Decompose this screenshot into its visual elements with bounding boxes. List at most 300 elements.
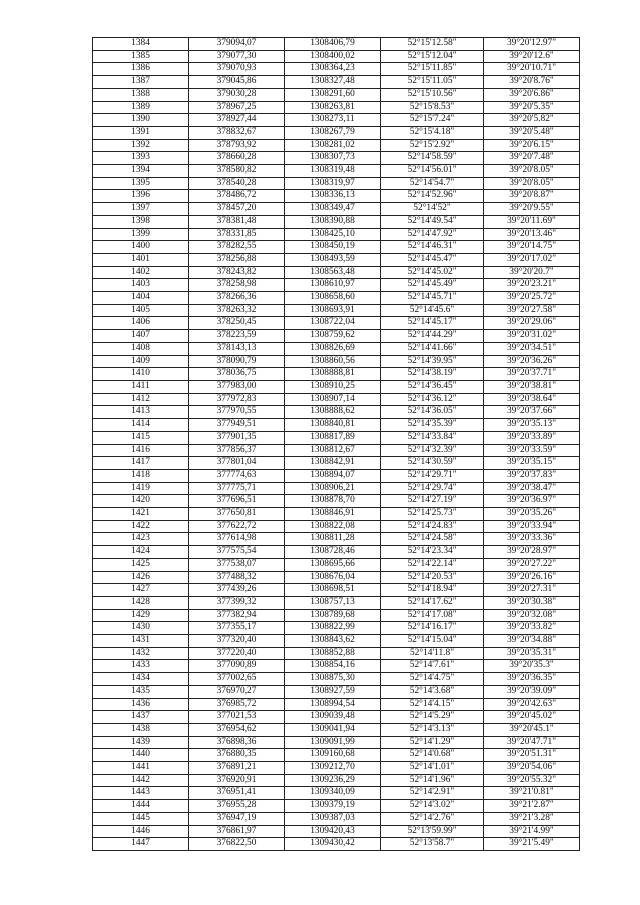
longitude-cell: 39°21'3.28" [484,812,580,825]
longitude-cell: 39°21'5.49" [484,838,580,851]
latitude-cell: 52°15'12.58" [381,38,484,51]
latitude-cell: 52°14'2.91" [381,787,484,800]
point-number-cell: 1421 [93,508,189,521]
table-row [93,317,580,330]
longitude-cell: 39°20'6.15" [484,139,580,152]
longitude-cell: 39°20'55.32" [484,774,580,787]
longitude-cell: 39°20'9.55" [484,203,580,216]
y-coordinate-cell: 1308906,21 [285,482,381,495]
y-coordinate-cell: 1308493,59 [285,253,381,266]
table-row [93,812,580,825]
x-coordinate-cell: 378967,25 [189,101,285,114]
x-coordinate-cell: 378036,75 [189,368,285,381]
x-coordinate-cell: 379045,86 [189,76,285,89]
y-coordinate-cell: 1308757,13 [285,596,381,609]
y-coordinate-cell: 1309041,94 [285,723,381,736]
latitude-cell: 52°14'56.01" [381,165,484,178]
table-row [93,698,580,711]
table-row [93,635,580,648]
x-coordinate-cell: 378090,79 [189,355,285,368]
longitude-cell: 39°20'35.3" [484,660,580,673]
point-number-cell: 1441 [93,762,189,775]
latitude-cell: 52°14'5.29" [381,711,484,724]
longitude-cell: 39°20'38.81" [484,380,580,393]
latitude-cell: 52°14'24.83" [381,520,484,533]
table-row [93,800,580,813]
point-number-cell: 1386 [93,63,189,76]
y-coordinate-cell: 1308759,62 [285,330,381,343]
x-coordinate-cell: 378540,28 [189,177,285,190]
table-row [93,101,580,114]
longitude-cell: 39°20'5.48" [484,126,580,139]
coordinates-table [92,37,580,851]
x-coordinate-cell: 377538,07 [189,558,285,571]
point-number-cell: 1405 [93,304,189,317]
latitude-cell: 52°15'12.04" [381,50,484,63]
table-row [93,825,580,838]
point-number-cell: 1401 [93,253,189,266]
latitude-cell: 52°14'39.95" [381,355,484,368]
y-coordinate-cell: 1309039,48 [285,711,381,724]
point-number-cell: 1415 [93,431,189,444]
x-coordinate-cell: 378263,32 [189,304,285,317]
x-coordinate-cell: 378486,72 [189,190,285,203]
table-row [93,711,580,724]
longitude-cell: 39°21'4.99" [484,825,580,838]
table-row [93,139,580,152]
y-coordinate-cell: 1308390,88 [285,215,381,228]
latitude-cell: 52°14'36.12" [381,393,484,406]
point-number-cell: 1413 [93,406,189,419]
x-coordinate-cell: 378250,45 [189,317,285,330]
x-coordinate-cell: 379094,07 [189,38,285,51]
latitude-cell: 52°14'58.59" [381,152,484,165]
x-coordinate-cell: 377382,94 [189,609,285,622]
x-coordinate-cell: 376954,62 [189,723,285,736]
y-coordinate-cell: 1308878,70 [285,495,381,508]
table-row [93,584,580,597]
x-coordinate-cell: 378223,59 [189,330,285,343]
latitude-cell: 52°14'16.17" [381,622,484,635]
point-number-cell: 1416 [93,444,189,457]
latitude-cell: 52°14'22.14" [381,558,484,571]
table-row [93,762,580,775]
point-number-cell: 1397 [93,203,189,216]
longitude-cell: 39°20'39.09" [484,685,580,698]
table-row [93,571,580,584]
latitude-cell: 52°14'52.96" [381,190,484,203]
x-coordinate-cell: 377983,00 [189,380,285,393]
table-row [93,838,580,851]
longitude-cell: 39°20'5.82" [484,114,580,127]
point-number-cell: 1412 [93,393,189,406]
latitude-cell: 52°14'3.13" [381,723,484,736]
point-number-cell: 1425 [93,558,189,571]
latitude-cell: 52°14'4.75" [381,673,484,686]
point-number-cell: 1403 [93,279,189,292]
table-row [93,63,580,76]
latitude-cell: 52°14'1.29" [381,736,484,749]
y-coordinate-cell: 1308843,62 [285,635,381,648]
longitude-cell: 39°20'8.05" [484,177,580,190]
table-row [93,330,580,343]
point-number-cell: 1387 [93,76,189,89]
table-row [93,241,580,254]
latitude-cell: 52°14'46.31" [381,241,484,254]
latitude-cell: 52°14'30.59" [381,457,484,470]
table-row [93,165,580,178]
point-number-cell: 1439 [93,736,189,749]
table-row [93,457,580,470]
table-row [93,495,580,508]
x-coordinate-cell: 378243,82 [189,266,285,279]
latitude-cell: 52°14'45.17" [381,317,484,330]
y-coordinate-cell: 1308658,60 [285,292,381,305]
x-coordinate-cell: 377774,63 [189,469,285,482]
latitude-cell: 52°14'36.05" [381,406,484,419]
point-number-cell: 1447 [93,838,189,851]
x-coordinate-cell: 376951,41 [189,787,285,800]
table-row [93,685,580,698]
point-number-cell: 1394 [93,165,189,178]
y-coordinate-cell: 1308854,16 [285,660,381,673]
latitude-cell: 52°14'4.15" [381,698,484,711]
y-coordinate-cell: 1308894,07 [285,469,381,482]
x-coordinate-cell: 378457,20 [189,203,285,216]
x-coordinate-cell: 376891,21 [189,762,285,775]
y-coordinate-cell: 1309387,03 [285,812,381,825]
x-coordinate-cell: 377972,83 [189,393,285,406]
x-coordinate-cell: 377650,81 [189,508,285,521]
point-number-cell: 1422 [93,520,189,533]
table-row [93,787,580,800]
latitude-cell: 52°14'11.8" [381,647,484,660]
longitude-cell: 39°20'25.72" [484,292,580,305]
latitude-cell: 52°14'2.76" [381,812,484,825]
table-row [93,368,580,381]
longitude-cell: 39°20'6.86" [484,88,580,101]
x-coordinate-cell: 376955,28 [189,800,285,813]
latitude-cell: 52°14'38.19" [381,368,484,381]
latitude-cell: 52°14'17.62" [381,596,484,609]
point-number-cell: 1385 [93,50,189,63]
y-coordinate-cell: 1308842,91 [285,457,381,470]
latitude-cell: 52°15'10.56" [381,88,484,101]
x-coordinate-cell: 377775,71 [189,482,285,495]
latitude-cell: 52°15'4.18" [381,126,484,139]
latitude-cell: 52°14'24.58" [381,533,484,546]
latitude-cell: 52°14'25.73" [381,508,484,521]
y-coordinate-cell: 1309212,70 [285,762,381,775]
y-coordinate-cell: 1308291,60 [285,88,381,101]
longitude-cell: 39°20'12.97" [484,38,580,51]
y-coordinate-cell: 1308728,46 [285,546,381,559]
latitude-cell: 52°15'7.24" [381,114,484,127]
x-coordinate-cell: 376920,91 [189,774,285,787]
x-coordinate-cell: 378580,82 [189,165,285,178]
y-coordinate-cell: 1308307,73 [285,152,381,165]
x-coordinate-cell: 376898,36 [189,736,285,749]
table-row [93,50,580,63]
x-coordinate-cell: 378266,36 [189,292,285,305]
longitude-cell: 39°20'8.76" [484,76,580,89]
latitude-cell: 52°14'45.02" [381,266,484,279]
y-coordinate-cell: 1308875,30 [285,673,381,686]
x-coordinate-cell: 376970,27 [189,685,285,698]
y-coordinate-cell: 1308695,66 [285,558,381,571]
point-number-cell: 1430 [93,622,189,635]
x-coordinate-cell: 377575,54 [189,546,285,559]
point-number-cell: 1442 [93,774,189,787]
point-number-cell: 1419 [93,482,189,495]
table-row [93,342,580,355]
point-number-cell: 1398 [93,215,189,228]
latitude-cell: 52°13'59.99" [381,825,484,838]
table-row [93,38,580,51]
longitude-cell: 39°20'36.26" [484,355,580,368]
latitude-cell: 52°14'36.45" [381,380,484,393]
longitude-cell: 39°20'33.59" [484,444,580,457]
latitude-cell: 52°14'18.94" [381,584,484,597]
table-row [93,215,580,228]
point-number-cell: 1418 [93,469,189,482]
point-number-cell: 1434 [93,673,189,686]
x-coordinate-cell: 376947,19 [189,812,285,825]
point-number-cell: 1400 [93,241,189,254]
point-number-cell: 1406 [93,317,189,330]
x-coordinate-cell: 377622,72 [189,520,285,533]
table-row [93,431,580,444]
table-row [93,609,580,622]
longitude-cell: 39°20'37.71" [484,368,580,381]
y-coordinate-cell: 1308563,48 [285,266,381,279]
point-number-cell: 1417 [93,457,189,470]
y-coordinate-cell: 1309236,29 [285,774,381,787]
y-coordinate-cell: 1308994,54 [285,698,381,711]
longitude-cell: 39°20'33.36" [484,533,580,546]
y-coordinate-cell: 1309160,68 [285,749,381,762]
y-coordinate-cell: 1308698,51 [285,584,381,597]
table-row [93,88,580,101]
point-number-cell: 1420 [93,495,189,508]
longitude-cell: 39°20'33.89" [484,431,580,444]
y-coordinate-cell: 1308400,02 [285,50,381,63]
table-row [93,596,580,609]
x-coordinate-cell: 377439,26 [189,584,285,597]
point-number-cell: 1390 [93,114,189,127]
table-row [93,546,580,559]
longitude-cell: 39°20'17.02" [484,253,580,266]
table-row [93,558,580,571]
y-coordinate-cell: 1308327,48 [285,76,381,89]
y-coordinate-cell: 1308281,02 [285,139,381,152]
y-coordinate-cell: 1308888,81 [285,368,381,381]
x-coordinate-cell: 378258,98 [189,279,285,292]
x-coordinate-cell: 377901,35 [189,431,285,444]
point-number-cell: 1443 [93,787,189,800]
x-coordinate-cell: 378143,13 [189,342,285,355]
point-number-cell: 1395 [93,177,189,190]
latitude-cell: 52°14'41.66" [381,342,484,355]
x-coordinate-cell: 377399,32 [189,596,285,609]
table-row [93,444,580,457]
table-row [93,673,580,686]
x-coordinate-cell: 378256,88 [189,253,285,266]
point-number-cell: 1445 [93,812,189,825]
longitude-cell: 39°20'8.05" [484,165,580,178]
point-number-cell: 1428 [93,596,189,609]
latitude-cell: 52°14'1.01" [381,762,484,775]
longitude-cell: 39°20'26.16" [484,571,580,584]
y-coordinate-cell: 1308852,88 [285,647,381,660]
y-coordinate-cell: 1308693,91 [285,304,381,317]
x-coordinate-cell: 377021,53 [189,711,285,724]
y-coordinate-cell: 1308336,13 [285,190,381,203]
point-number-cell: 1410 [93,368,189,381]
latitude-cell: 52°14'23.34" [381,546,484,559]
latitude-cell: 52°14'47.92" [381,228,484,241]
longitude-cell: 39°20'37.66" [484,406,580,419]
latitude-cell: 52°14'52" [381,203,484,216]
x-coordinate-cell: 377355,17 [189,622,285,635]
latitude-cell: 52°14'33.84" [381,431,484,444]
table-row [93,253,580,266]
y-coordinate-cell: 1308888,62 [285,406,381,419]
latitude-cell: 52°15'8.53" [381,101,484,114]
point-number-cell: 1424 [93,546,189,559]
y-coordinate-cell: 1308826,69 [285,342,381,355]
y-coordinate-cell: 1308722,04 [285,317,381,330]
table-row [93,380,580,393]
longitude-cell: 39°20'29.06" [484,317,580,330]
latitude-cell: 52°14'17.08" [381,609,484,622]
y-coordinate-cell: 1308840,81 [285,419,381,432]
latitude-cell: 52°14'45.71" [381,292,484,305]
point-number-cell: 1396 [93,190,189,203]
longitude-cell: 39°20'35.31" [484,647,580,660]
table-row [93,520,580,533]
longitude-cell: 39°20'32.08" [484,609,580,622]
point-number-cell: 1392 [93,139,189,152]
y-coordinate-cell: 1308319,48 [285,165,381,178]
longitude-cell: 39°20'38.64" [484,393,580,406]
x-coordinate-cell: 378381,48 [189,215,285,228]
longitude-cell: 39°20'42.63" [484,698,580,711]
y-coordinate-cell: 1308349,47 [285,203,381,216]
point-number-cell: 1384 [93,38,189,51]
y-coordinate-cell: 1308676,04 [285,571,381,584]
table-row [93,190,580,203]
y-coordinate-cell: 1308811,28 [285,533,381,546]
y-coordinate-cell: 1308364,23 [285,63,381,76]
table-row [93,279,580,292]
y-coordinate-cell: 1308927,59 [285,685,381,698]
table-row [93,622,580,635]
longitude-cell: 39°20'35.13" [484,419,580,432]
longitude-cell: 39°20'5.35" [484,101,580,114]
x-coordinate-cell: 378331,85 [189,228,285,241]
x-coordinate-cell: 377488,32 [189,571,285,584]
point-number-cell: 1429 [93,609,189,622]
point-number-cell: 1433 [93,660,189,673]
x-coordinate-cell: 379030,28 [189,88,285,101]
longitude-cell: 39°20'20.7" [484,266,580,279]
y-coordinate-cell: 1308822,99 [285,622,381,635]
x-coordinate-cell: 377090,89 [189,660,285,673]
longitude-cell: 39°20'38.47" [484,482,580,495]
y-coordinate-cell: 1309091,99 [285,736,381,749]
point-number-cell: 1437 [93,711,189,724]
y-coordinate-cell: 1308812,67 [285,444,381,457]
y-coordinate-cell: 1308860,56 [285,355,381,368]
longitude-cell: 39°21'0.81" [484,787,580,800]
latitude-cell: 52°14'45.47" [381,253,484,266]
longitude-cell: 39°20'35.15" [484,457,580,470]
latitude-cell: 52°14'54.7" [381,177,484,190]
y-coordinate-cell: 1308789,68 [285,609,381,622]
table-row [93,355,580,368]
latitude-cell: 52°14'45.49" [381,279,484,292]
table-row [93,292,580,305]
x-coordinate-cell: 377614,98 [189,533,285,546]
x-coordinate-cell: 378793,92 [189,139,285,152]
point-number-cell: 1409 [93,355,189,368]
point-number-cell: 1391 [93,126,189,139]
y-coordinate-cell: 1308406,79 [285,38,381,51]
longitude-cell: 39°20'13.46" [484,228,580,241]
longitude-cell: 39°20'36.35" [484,673,580,686]
latitude-cell: 52°14'29.74" [381,482,484,495]
point-number-cell: 1427 [93,584,189,597]
longitude-cell: 39°20'37.83" [484,469,580,482]
x-coordinate-cell: 377949,51 [189,419,285,432]
latitude-cell: 52°14'20.53" [381,571,484,584]
table-row [93,228,580,241]
x-coordinate-cell: 377002,65 [189,673,285,686]
longitude-cell: 39°20'33.94" [484,520,580,533]
y-coordinate-cell: 1309430,42 [285,838,381,851]
table-row [93,647,580,660]
latitude-cell: 52°15'11.85" [381,63,484,76]
longitude-cell: 39°20'11.69" [484,215,580,228]
point-number-cell: 1408 [93,342,189,355]
point-number-cell: 1431 [93,635,189,648]
longitude-cell: 39°20'45.02" [484,711,580,724]
table-row [93,393,580,406]
longitude-cell: 39°20'12.6" [484,50,580,63]
latitude-cell: 52°14'3.02" [381,800,484,813]
table-row [93,304,580,317]
x-coordinate-cell: 379077,30 [189,50,285,63]
point-number-cell: 1393 [93,152,189,165]
longitude-cell: 39°20'23.21" [484,279,580,292]
point-number-cell: 1389 [93,101,189,114]
latitude-cell: 52°14'0.68" [381,749,484,762]
latitude-cell: 52°14'27.19" [381,495,484,508]
point-number-cell: 1444 [93,800,189,813]
longitude-cell: 39°20'34.51" [484,342,580,355]
table-row [93,469,580,482]
longitude-cell: 39°20'28.97" [484,546,580,559]
y-coordinate-cell: 1308450,19 [285,241,381,254]
table-row [93,114,580,127]
longitude-cell: 39°20'54.06" [484,762,580,775]
coordinates-table-body [93,38,580,851]
table-row [93,126,580,139]
point-number-cell: 1407 [93,330,189,343]
latitude-cell: 52°14'15.04" [381,635,484,648]
x-coordinate-cell: 376985,72 [189,698,285,711]
